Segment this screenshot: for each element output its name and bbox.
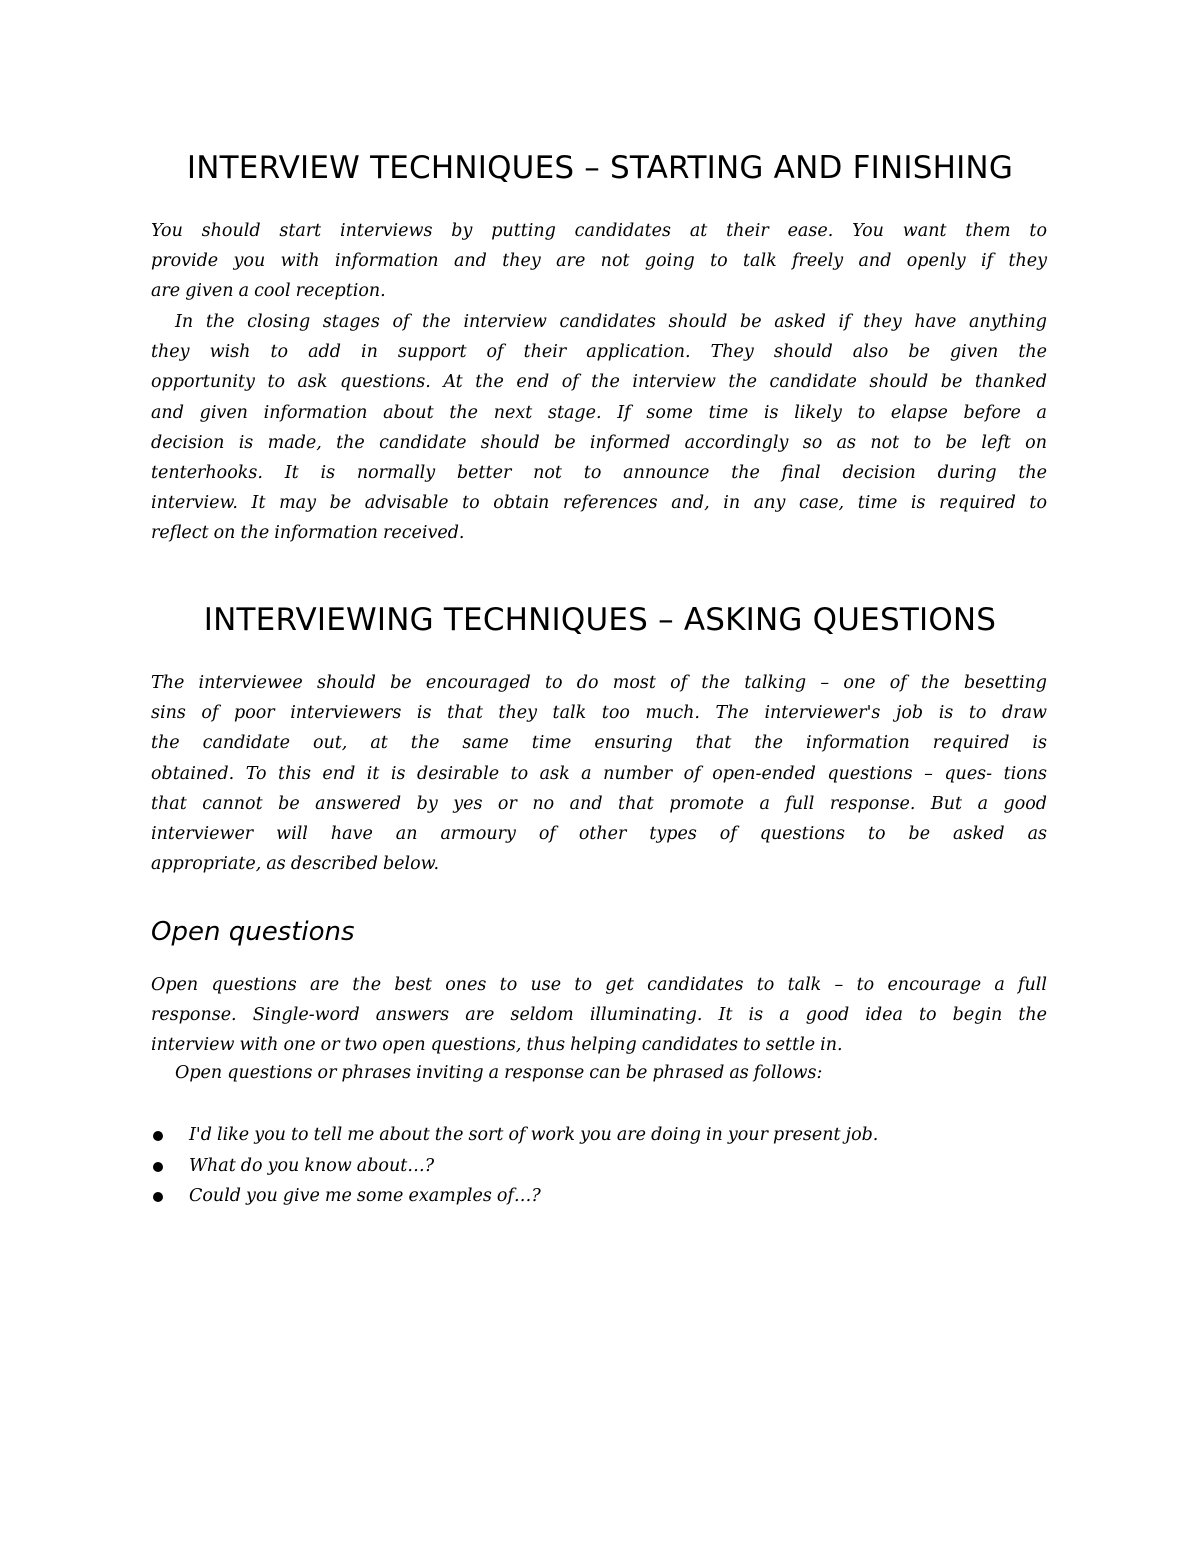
- bullet-icon: [153, 1131, 163, 1141]
- text-line: they wish to add in support of their application. They should also be given the: [151, 342, 1047, 363]
- list-item-text: What do you know about…?: [189, 1155, 435, 1176]
- bullet-icon: [153, 1162, 163, 1172]
- text-line: obtained. To this end it is desirable to ask a number of open-ended questions – ques- tions: [151, 763, 1047, 784]
- text-line: are given a cool reception.: [151, 281, 386, 302]
- text-line: interviewer will have an armoury of other types of questions to be asked as: [151, 824, 1047, 845]
- text-line: sins of poor interviewers is that they talk too much. The interviewer's job is to draw: [151, 703, 1047, 724]
- section-heading-asking-questions: INTERVIEWING TECHNIQUES – ASKING QUESTIONS: [203, 602, 997, 638]
- subheading-open-questions: Open questions: [151, 917, 355, 947]
- text-line: decision is made, the candidate should be informed accordingly so as not to be left on: [151, 432, 1047, 453]
- text-line: appropriate, as described below.: [151, 854, 440, 875]
- text-line: and given information about the next stage. If some time is likely to elapse before a: [151, 402, 1047, 423]
- text-line: You should start interviews by putting candidates at their ease. You want them to: [151, 221, 1047, 241]
- list-item: [151, 1181, 878, 1212]
- text-line: that cannot be answered by yes or no and that promote a full response. But a good: [151, 793, 1047, 814]
- list-item-text: Could you give me some examples of…?: [189, 1186, 541, 1206]
- text-line: provide you with information and they are not going to talk freely and openly if they: [151, 251, 1047, 272]
- section-heading-starting-finishing: INTERVIEW TECHNIQUES – STARTING AND FINISHING: [186, 150, 1014, 186]
- text-line: the candidate out, at the same time ensuring that the information required is: [151, 733, 1047, 754]
- text-line: interview with one or two open questions, thus helping candidates to settle in.: [151, 1035, 843, 1056]
- paragraph-open-questions: [151, 970, 1047, 1061]
- text-line: reflect on the information received.: [151, 523, 465, 544]
- paragraph-open-questions-intro: [151, 1058, 1047, 1088]
- text-line: interview. It may be advisable to obtain references and, in any case, time is required to: [151, 493, 1047, 514]
- paragraph-closing-stages: [151, 307, 1047, 549]
- text-line: opportunity to ask questions. At the end of the interview the candidate should be thanked: [151, 372, 1047, 393]
- text-line: In the closing stages of the interview candidates should be asked if they have anything: [175, 312, 1047, 332]
- text-line: Open questions are the best ones to use to get candidates to talk – to encourage a full: [151, 975, 1047, 995]
- list-item-text: I'd like you to tell me about the sort of work you are doing in your present job.: [189, 1125, 879, 1145]
- text-line: tenterhooks. It is normally better not to announce the final decision during the: [151, 463, 1047, 484]
- paragraph-asking-questions: [151, 668, 1047, 879]
- paragraph-starting: [151, 216, 1047, 307]
- text-line: response. Single-word answers are seldom illuminating. It is a good idea to begin the: [151, 1005, 1047, 1026]
- list-item: [151, 1151, 878, 1182]
- text-line: The interviewee should be encouraged to do most of the talking – one of the besetting: [151, 673, 1047, 693]
- text-line: Open questions or phrases inviting a response can be phrased as follows:: [175, 1063, 823, 1083]
- list-item: [151, 1120, 878, 1151]
- bullet-list-example-questions: [151, 1120, 878, 1212]
- bullet-icon: [153, 1192, 163, 1202]
